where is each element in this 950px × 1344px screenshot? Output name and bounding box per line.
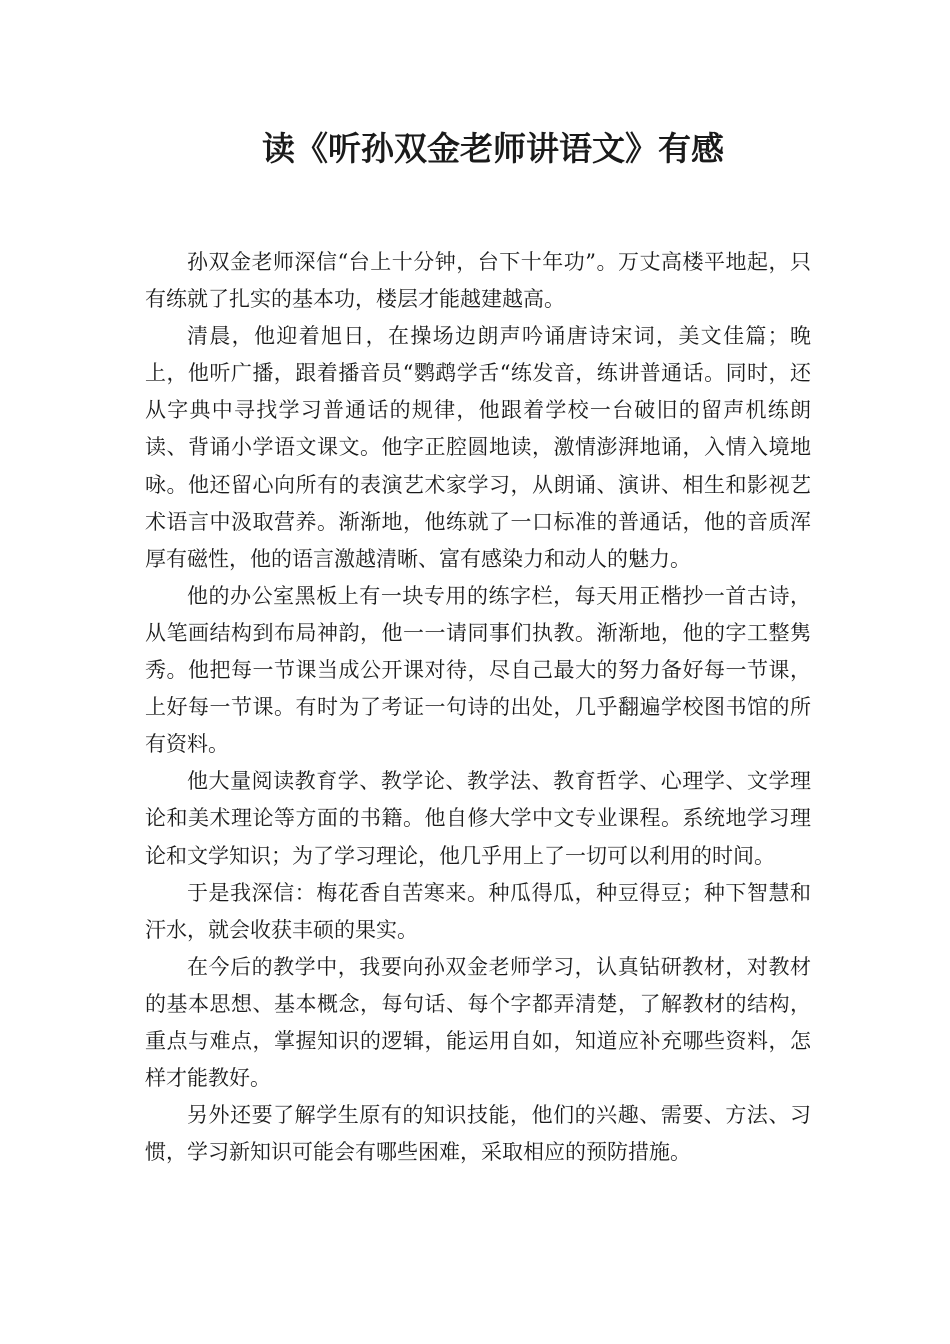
document-title: 读《听孙双金老师讲语文》有感 xyxy=(262,129,724,168)
paragraph: 在今后的教学中，我要向孙双金老师学习，认真钻研教材，对教材的基本思想、基本概念，每句话、每个字都弄清楚，了解教材的结构，重点与难点，掌握知识的逻辑，能运用自如，知道应补充哪些资料，怎样才能教好。 xyxy=(145,954,811,1091)
paragraph: 孙双金老师深信“台上十分钟，台下十年功”。万丈高楼平地起，只有练就了扎实的基本功，楼层才能越建越高。 xyxy=(145,250,811,312)
paragraph: 另外还要了解学生原有的知识技能，他们的兴趣、需要、方法、习惯，学习新知识可能会有哪些困难，采取相应的预防措施。 xyxy=(145,1103,811,1165)
paragraph: 清晨，他迎着旭日，在操场边朗声吟诵唐诗宋词，美文佳篇；晚上，他听广播，跟着播音员“鹦鹉学舌“练发音，练讲普通话。同时，还从字典中寻找学习普通话的规律，他跟着学校一台破旧的留声机练朗读、背诵小学语文课文。他字正腔圆地读，激情澎湃地诵，入情入境地咏。他还留心向所有的表演艺术家学习，从朗诵、演讲、相生和影视艺术语言中汲取营养。渐渐地，他练就了一口标准的普通话，他的音质浑厚有磁性，他的语言激越清晰、富有感染力和动人的魅力。 xyxy=(145,324,811,571)
document-body xyxy=(145,244,811,1171)
paragraph: 他的办公室黑板上有一块专用的练字栏，每天用正楷抄一首古诗，从笔画结构到布局神韵，他一一请同事们执教。渐渐地，他的字工整隽秀。他把每一节课当成公开课对待，尽自己最大的努力备好每一节课，上好每一节课。有时为了考证一句诗的出处，几乎翻遍学校图书馆的所有资料。 xyxy=(145,583,811,757)
paragraph: 于是我深信：梅花香自苦寒来。种瓜得瓜，种豆得豆；种下智慧和汗水，就会收获丰硕的果实。 xyxy=(145,880,811,942)
paragraph: 他大量阅读教育学、教学论、教学法、教育哲学、心理学、文学理论和美术理论等方面的书籍。他自修大学中文专业课程。系统地学习理论和文学知识；为了学习理论，他几乎用上了一切可以利用的时间。 xyxy=(145,769,811,868)
